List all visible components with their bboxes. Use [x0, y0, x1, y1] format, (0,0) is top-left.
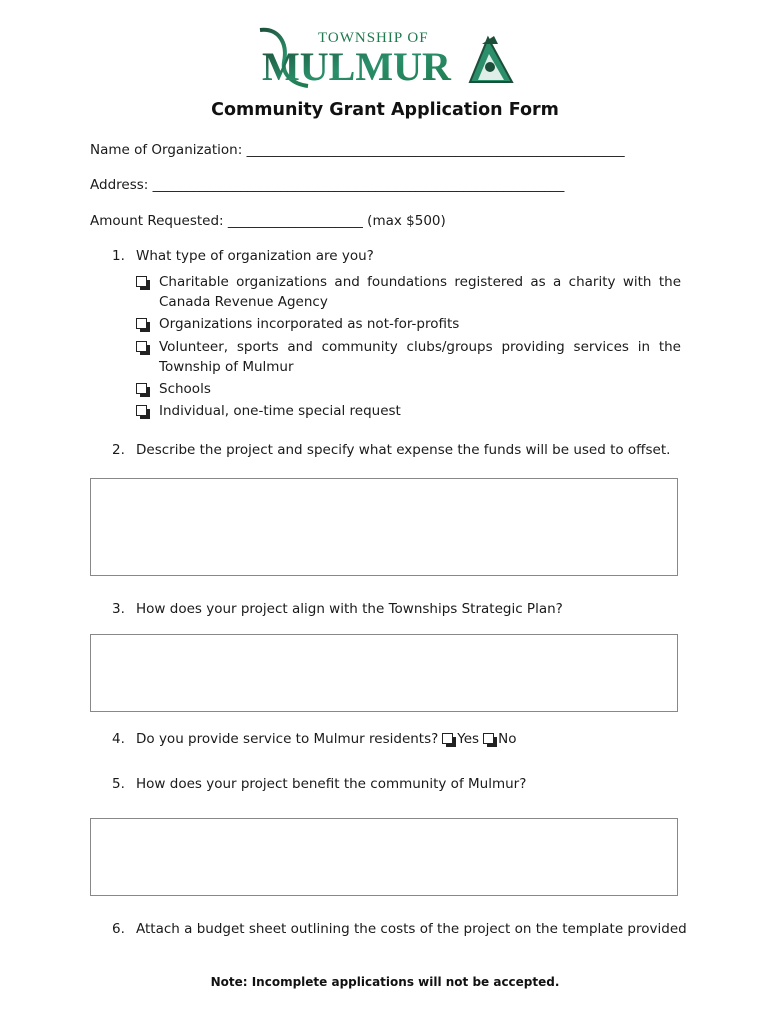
- no-checkbox-icon[interactable]: [483, 733, 494, 744]
- checkbox-icon[interactable]: [136, 405, 147, 416]
- question-number: 5.: [112, 776, 125, 792]
- option-label: Organizations incorporated as not-for-profits: [159, 316, 460, 332]
- option-volunteer-clubs[interactable]: [136, 338, 681, 377]
- question-4-text: Do you provide service to Mulmur residents?: [136, 731, 439, 747]
- yes-checkbox-icon[interactable]: [442, 733, 453, 744]
- strategic-plan-box[interactable]: [90, 634, 678, 712]
- incomplete-note: Note: Incomplete applications will not be accepted.: [210, 975, 560, 989]
- checkbox-icon[interactable]: [136, 318, 147, 329]
- question-text: [136, 731, 516, 747]
- option-individual[interactable]: [136, 402, 681, 422]
- township-logo: [258, 22, 516, 90]
- checkbox-icon[interactable]: [136, 383, 147, 394]
- checkbox-icon[interactable]: [136, 276, 147, 287]
- logo-line1: TOWNSHIP OF: [318, 30, 429, 46]
- option-label: Individual, one-time special request: [159, 403, 401, 419]
- yes-label: Yes: [457, 731, 480, 747]
- amount-requested-field[interactable]: Amount Requested: ____________________ (max $500): [90, 213, 446, 229]
- question-text: Attach a budget sheet outlining the costs of the project on the template provided: [136, 921, 687, 937]
- organization-name-field[interactable]: Name of Organization: ________________________________________________________: [90, 142, 625, 158]
- form-title: Community Grant Application Form: [211, 100, 559, 120]
- option-label: Charitable organizations and foundations registered as a charity with the Canada Revenue Agency: [159, 274, 681, 310]
- project-description-box[interactable]: [90, 478, 678, 576]
- address-field[interactable]: Address: _____________________________________________________________: [90, 177, 565, 193]
- mountain-emblem-icon: [470, 36, 512, 82]
- question-text: Describe the project and specify what expense the funds will be used to offset.: [136, 442, 671, 458]
- community-benefit-box[interactable]: [90, 818, 678, 896]
- option-charitable[interactable]: [136, 273, 681, 312]
- logo-line2: MULMUR: [262, 44, 451, 89]
- question-text: How does your project align with the Townships Strategic Plan?: [136, 601, 563, 617]
- question-number: 3.: [112, 601, 125, 617]
- option-label: Volunteer, sports and community clubs/groups providing services in the Township of Mulmur: [159, 339, 681, 375]
- question-number: 6.: [112, 921, 125, 937]
- option-schools[interactable]: [136, 380, 681, 400]
- no-label: No: [498, 731, 517, 747]
- checkbox-icon[interactable]: [136, 341, 147, 352]
- question-number: 1.: [112, 248, 125, 264]
- option-label: Schools: [159, 381, 211, 397]
- question-number: 2.: [112, 442, 125, 458]
- option-not-for-profit[interactable]: [136, 315, 681, 335]
- question-number: 4.: [112, 731, 125, 747]
- question-text: How does your project benefit the community of Mulmur?: [136, 776, 527, 792]
- question-text: What type of organization are you?: [136, 248, 374, 264]
